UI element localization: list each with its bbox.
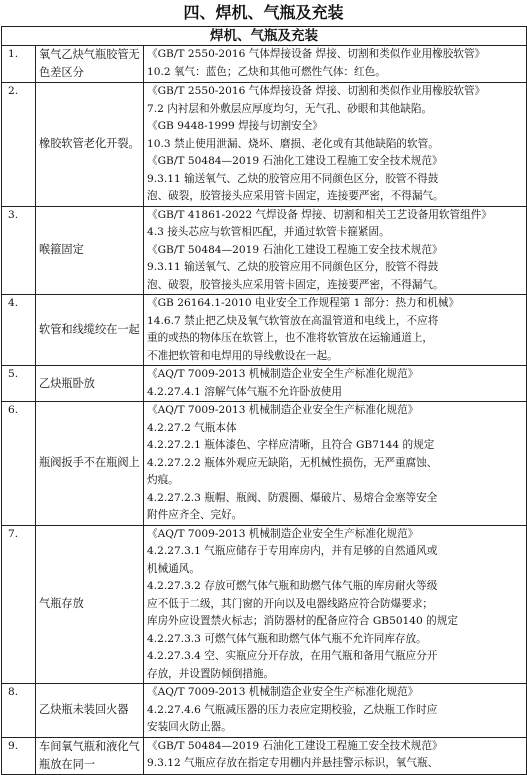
regulation-line: 机械通风。: [147, 562, 200, 575]
hazard-item: 车间氧气瓶和液化气瓶放在同一: [36, 737, 144, 774]
regulation-line: 《GB 26164.1-2010 电业安全工作规程第 1 部分：热力和机械》: [147, 297, 460, 309]
regulation-line: 4.2.27.2 气瓶本体: [147, 421, 237, 434]
regulation-line: 4.2.27.4.1 溶解气体气瓶不允许卧放使用: [147, 385, 342, 398]
regulation-line: 《AQ/T 7009-2013 机械制造企业安全生产标准化规范》: [147, 404, 419, 416]
regulation-line: 《AQ/T 7009-2013 机械制造企业安全生产标准化规范》: [147, 686, 419, 698]
regulation-line: 《AQ/T 7009-2013 机械制造企业安全生产标准化规范》: [147, 368, 419, 380]
regulation-line: 《GB/T 50484—2019 石油化工建设工程施工安全技术规范》: [147, 739, 443, 752]
regulation-line: 4.2.27.2.1 瓶体漆色、字样应清晰，且符合 GB7144 的规定: [147, 439, 435, 451]
regulation-line: 4.3 接头芯应与软管相匹配，并通过软管卡箍紧固。: [147, 226, 390, 238]
regulation-line: 《GB/T 41861-2022 气焊设备 焊接、切割和相关工艺设备用软管组件》: [147, 208, 492, 221]
hazard-item: 乙炔瓶未装回火器: [36, 684, 144, 738]
row-number: 2.: [2, 83, 36, 207]
regulation-basis: [144, 206, 527, 295]
regulation-line: 10.3 禁止使用泄漏、烧坏、磨损、老化或有其他缺陷的软管。: [147, 137, 439, 150]
regulation-line: 泡、破裂，胶管接头应采用管卡固定，连接要严密，不得漏气。: [147, 278, 444, 291]
regulation-line: 《GB 9448-1999 焊接与切割安全》: [147, 120, 323, 132]
regulation-line: 库房外应设置禁火标志；消防器材的配备应符合 GB50140 的规定: [147, 615, 458, 627]
regulation-line: 9.3.11 输送氧气、乙炔的胶管应用不同颜色区分，胶管不得鼓: [147, 172, 439, 185]
row-number: 8.: [2, 684, 36, 738]
regulation-line: 4.2.27.3.4 空、实瓶应分开存放，在用气瓶和备用气瓶应分开: [147, 650, 438, 662]
regulation-line: 4.2.27.3.3 可燃气体气瓶和助燃气体气瓶不允许同库存放。: [147, 632, 427, 645]
hazard-item: 喉箍固定: [36, 206, 144, 295]
hazard-item: 乙炔瓶卧放: [36, 366, 144, 402]
regulation-line: 4.2.27.3.1 气瓶应储存于专用库房内，并有足够的自然通风或: [147, 545, 438, 557]
table-row: [2, 402, 527, 526]
regulation-line: 泡、破裂，胶管接头应采用管卡固定，连接要严密，不得漏气。: [147, 190, 444, 202]
table-subtitle: 焊机、气瓶及充装: [2, 27, 527, 46]
regulation-line: 9.3.11 输送氧气、乙炔的胶管应用不同颜色区分，胶管不得鼓: [147, 261, 439, 273]
table-row: [2, 525, 527, 684]
hazard-item: 氧气乙炔气瓶胶管无色差区分: [36, 46, 144, 83]
regulation-table: [1, 26, 527, 775]
regulation-basis: [144, 295, 527, 366]
table-row: [2, 206, 527, 295]
regulation-line: 4.2.27.3.2 存放可燃气体气瓶和助燃气体气瓶的库房耐火等级: [147, 580, 438, 592]
regulation-line: 4.2.27.4.6 气瓶减压器的压力表应定期校验，乙炔瓶工作时应: [147, 703, 438, 716]
regulation-line: 《AQ/T 7009-2013 机械制造企业安全生产标准化规范》: [147, 527, 419, 540]
table-row: [2, 295, 527, 366]
regulation-basis: [144, 46, 527, 83]
regulation-basis: [144, 684, 527, 738]
regulation-line: 安装回火防止器。: [147, 721, 232, 733]
regulation-line: 不准把软管和电焊用的导线敷设在一起。: [147, 349, 338, 362]
row-number: 3.: [2, 206, 36, 295]
regulation-line: 灼痕。: [147, 474, 179, 486]
row-number: 4.: [2, 295, 36, 366]
subtitle-row: [2, 27, 527, 46]
table-row: [2, 684, 527, 738]
regulation-line: 7.2 内衬层和外敷层应厚度均匀，无气孔、砂眼和其他缺陷。: [147, 102, 433, 115]
regulation-line: 14.6.7 禁止把乙炔及氧气软管放在高温管道和电线上，不应将: [147, 314, 439, 327]
regulation-line: 应不低于二级，其门窗的开向以及电器线路应符合防爆要求；: [147, 597, 434, 610]
regulation-line: 4.2.27.2.2 瓶体外观应无缺陷，无机械性损伤，无严重腐蚀、: [147, 456, 438, 469]
regulation-basis: [144, 737, 527, 774]
hazard-item: 橡胶软管老化开裂。: [36, 83, 144, 207]
regulation-line: 《GB/T 2550-2016 气体焊接设备 焊接、切割和类似作业用橡胶软管》: [147, 85, 486, 97]
row-number: 9.: [2, 737, 36, 774]
table-row: [2, 366, 527, 402]
regulation-line: 10.2 氧气：蓝色；乙炔和其他可燃性气体：红色。: [147, 65, 386, 78]
hazard-item: 软管和线缆绞在一起: [36, 295, 144, 366]
regulation-line: 重的或热的物体压在软管上，也不准将软管放在运输通道上，: [147, 332, 434, 344]
regulation-basis: [144, 366, 527, 402]
row-number: 6.: [2, 402, 36, 526]
hazard-item: 瓶阀扳手不在瓶阀上: [36, 402, 144, 526]
table-row: [2, 737, 527, 774]
table-row: [2, 83, 527, 207]
section-title: 四、焊机、气瓶及充装: [183, 3, 344, 22]
regulation-line: 存放，并设置防倾倒措施。: [147, 667, 275, 680]
regulation-basis: [144, 525, 527, 684]
table-row: [2, 46, 527, 83]
regulation-basis: [144, 402, 527, 526]
regulation-basis: [144, 83, 527, 207]
row-number: 7.: [2, 525, 36, 684]
regulation-line: 4.2.27.2.3 瓶帽、瓶阀、防震圈、爆破片、易熔合金塞等安全: [147, 491, 438, 504]
regulation-line: 《GB/T 2550-2016 气体焊接设备 焊接、切割和类似作业用橡胶软管》: [147, 48, 486, 60]
regulation-line: 《GB/T 50484—2019 石油化工建设工程施工安全技术规范》: [147, 155, 443, 167]
hazard-item: 气瓶存放: [36, 525, 144, 684]
regulation-line: 附件应齐全、完好。: [147, 509, 243, 521]
row-number: 1.: [2, 46, 36, 83]
regulation-line: 9.3.12 气瓶应存放在指定专用棚内并悬挂警示标识，氧气瓶、: [147, 757, 439, 769]
row-number: 5.: [2, 366, 36, 402]
regulation-line: 《GB/T 50484—2019 石油化工建设工程施工安全技术规范》: [147, 243, 443, 256]
